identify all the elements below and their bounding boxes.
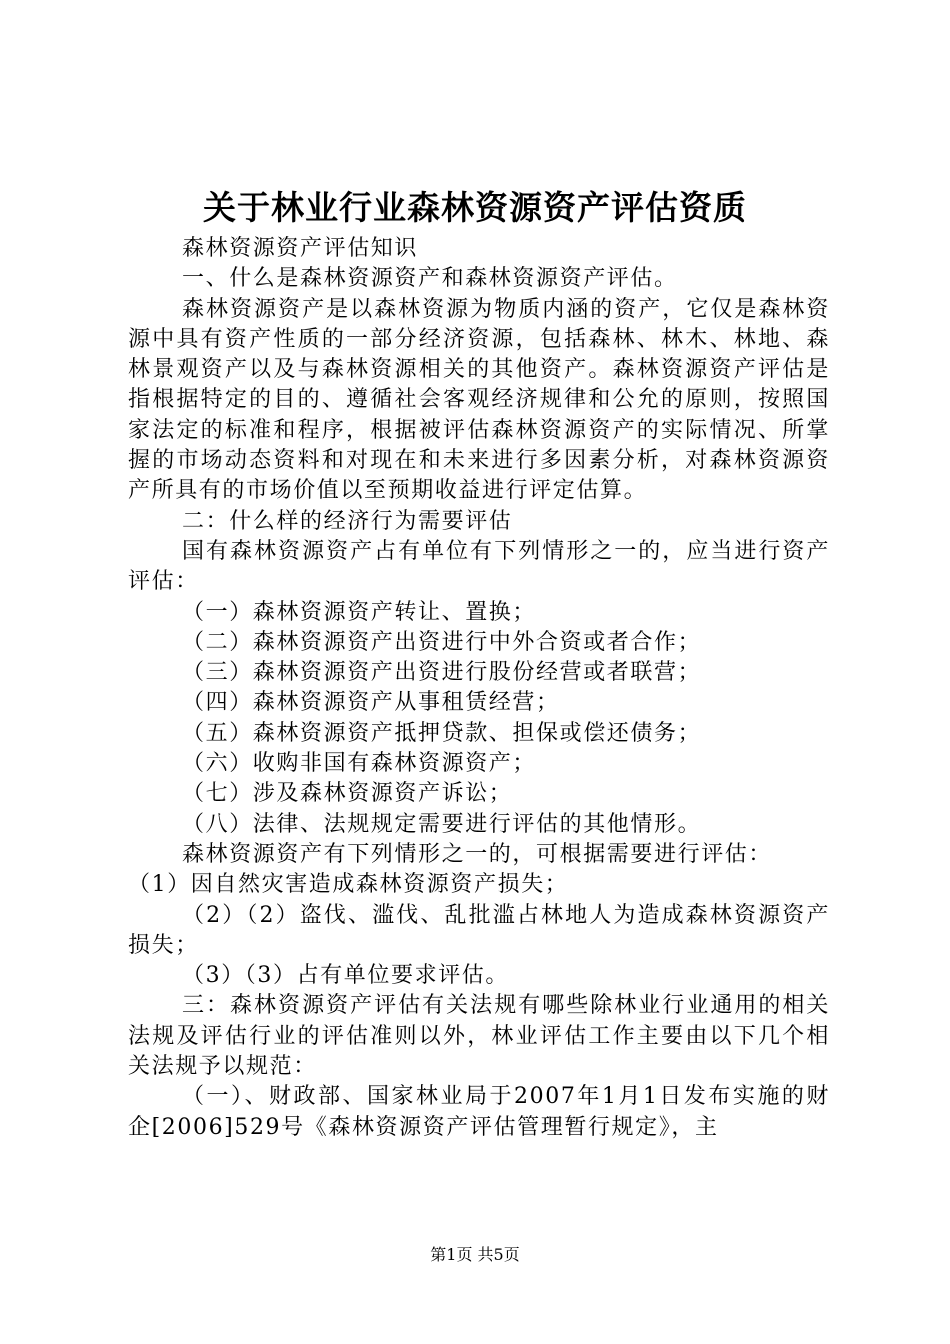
paragraph: 国有森林资源资产占有单位有下列情形之一的，应当进行资产评估：	[128, 538, 830, 595]
list-item: （六）收购非国有森林资源资产；	[182, 751, 537, 777]
list-item: （2）（2）盗伐、滥伐、乱批滥占林地人为造成森林资源资产损失；	[128, 902, 830, 958]
list-item: （七）涉及森林资源资产诉讼；	[182, 781, 513, 807]
paragraph: 二：什么样的经济行为需要评估	[182, 508, 513, 534]
list-item: （1）因自然灾害造成森林资源资产损失；	[128, 872, 569, 898]
list-item: （3）（3）占有单位要求评估。	[182, 963, 509, 989]
document-title: 关于林业行业森林资源资产评估资质	[203, 188, 747, 227]
page-footer: 第1页 共5页	[430, 1245, 520, 1264]
paragraph: 森林资源资产评估知识	[182, 236, 419, 261]
paragraph: 三：森林资源资产评估有关法规有哪些除林业行业通用的相关法规及评估行业的评估准则以外，林业评估工作主要由以下几个相关法规予以规范：	[128, 993, 830, 1080]
document-body	[128, 234, 830, 1143]
paragraph: 一、什么是森林资源资产和森林资源资产评估。	[182, 266, 678, 292]
list-item: （四）森林资源资产从事租赁经营；	[182, 690, 560, 716]
list-item: （三）森林资源资产出资进行股份经营或者联营；	[182, 660, 702, 686]
paragraph: 森林资源资产是以森林资源为物质内涵的资产，它仅是森林资源中具有资产性质的一部分经济资源，包括森林、林木、林地、森林景观资产以及与森林资源相关的其他资产。森林资源资产评估是指根据特定的目的、遵循社会客观经济规律和公允的原则，按照国家法定的标准和程序，根据被评估森林资源资产的实际情况、所掌握的市场动态资料和对现在和未来进行多因素分析，对森林资源资产所具有的市场价值以至预期收益进行评定估算。	[128, 296, 830, 504]
list-item: （二）森林资源资产出资进行中外合资或者合作；	[182, 629, 702, 655]
list-item: （八）法律、法规规定需要进行评估的其他情形。	[182, 811, 702, 837]
list-item: （一）森林资源资产转让、置换；	[182, 599, 537, 625]
paragraph: （一）、财政部、国家林业局于2007年1月1日发布实施的财企[2006]529号《森林资源资产评估管理暂行规定》，主	[128, 1084, 830, 1140]
paragraph: 森林资源资产有下列情形之一的，可根据需要进行评估：	[182, 841, 773, 867]
list-item: （五）森林资源资产抵押贷款、担保或偿还债务；	[182, 720, 702, 746]
